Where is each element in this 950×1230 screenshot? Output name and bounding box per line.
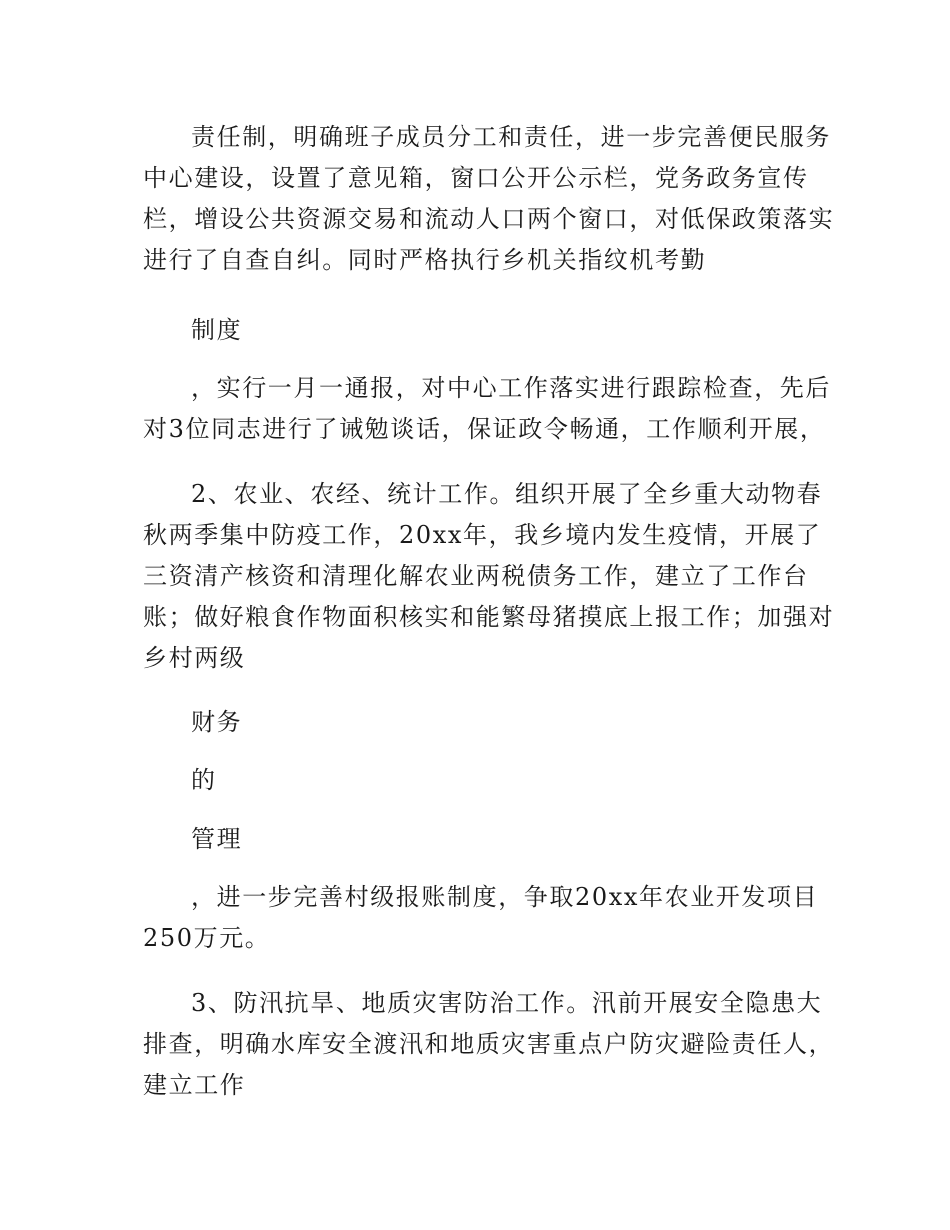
- paragraph-flood-control: [143, 983, 835, 1106]
- fragment-management: 管理: [191, 825, 243, 853]
- fragment-system: 制度: [191, 316, 243, 344]
- text-line: ，实行一月一通报，对中心工作落实进行跟踪检查，先后: [191, 374, 831, 402]
- text-line: 乡村两级: [143, 644, 246, 672]
- text-line: 3、防汛抗旱、地质灾害防治工作。汛前开展安全隐患大: [191, 989, 823, 1017]
- text-line: 栏，增设公共资源交易和流动人口两个窗口，对低保政策落实: [143, 205, 835, 233]
- text-line: 2、农业、农经、统计工作。组织开展了全乡重大动物春: [191, 480, 823, 508]
- text-line: 进行了自查自纠。同时严格执行乡机关指纹机考勤: [143, 246, 707, 274]
- text-line: 中心建设，设置了意见箱，窗口公开公示栏，党务政务宣传: [143, 164, 809, 192]
- text-line: 账；做好粮食作物面积核实和能繁母猪摸底上报工作；加强对: [143, 603, 835, 631]
- text-line: 排查，明确水库安全渡汛和地质灾害重点户防灾避险责任人，: [143, 1030, 835, 1058]
- fragment-of: 的: [191, 766, 217, 794]
- paragraph-responsibility-system: [143, 117, 835, 281]
- fragment-finance: 财务: [191, 708, 243, 736]
- paragraph-village-accounts: [143, 877, 823, 959]
- text-line: 250万元。: [143, 924, 271, 952]
- text-line: ，进一步完善村级报账制度，争取20xx年农业开发项目: [191, 883, 819, 911]
- paragraph-agriculture-work: [143, 474, 835, 679]
- text-line: 建立工作: [143, 1071, 246, 1099]
- paragraph-monthly-report: [143, 368, 831, 450]
- text-line: 三资清产核资和清理化解农业两税债务工作，建立了工作台: [143, 562, 809, 590]
- text-line: 责任制，明确班子成员分工和责任，进一步完善便民服务: [191, 123, 831, 151]
- text-line: 秋两季集中防疫工作，20xx年，我乡境内发生疫情，开展了: [143, 521, 822, 549]
- text-line: 对3位同志进行了诫勉谈话，保证政令畅通，工作顺利开展，: [143, 415, 826, 443]
